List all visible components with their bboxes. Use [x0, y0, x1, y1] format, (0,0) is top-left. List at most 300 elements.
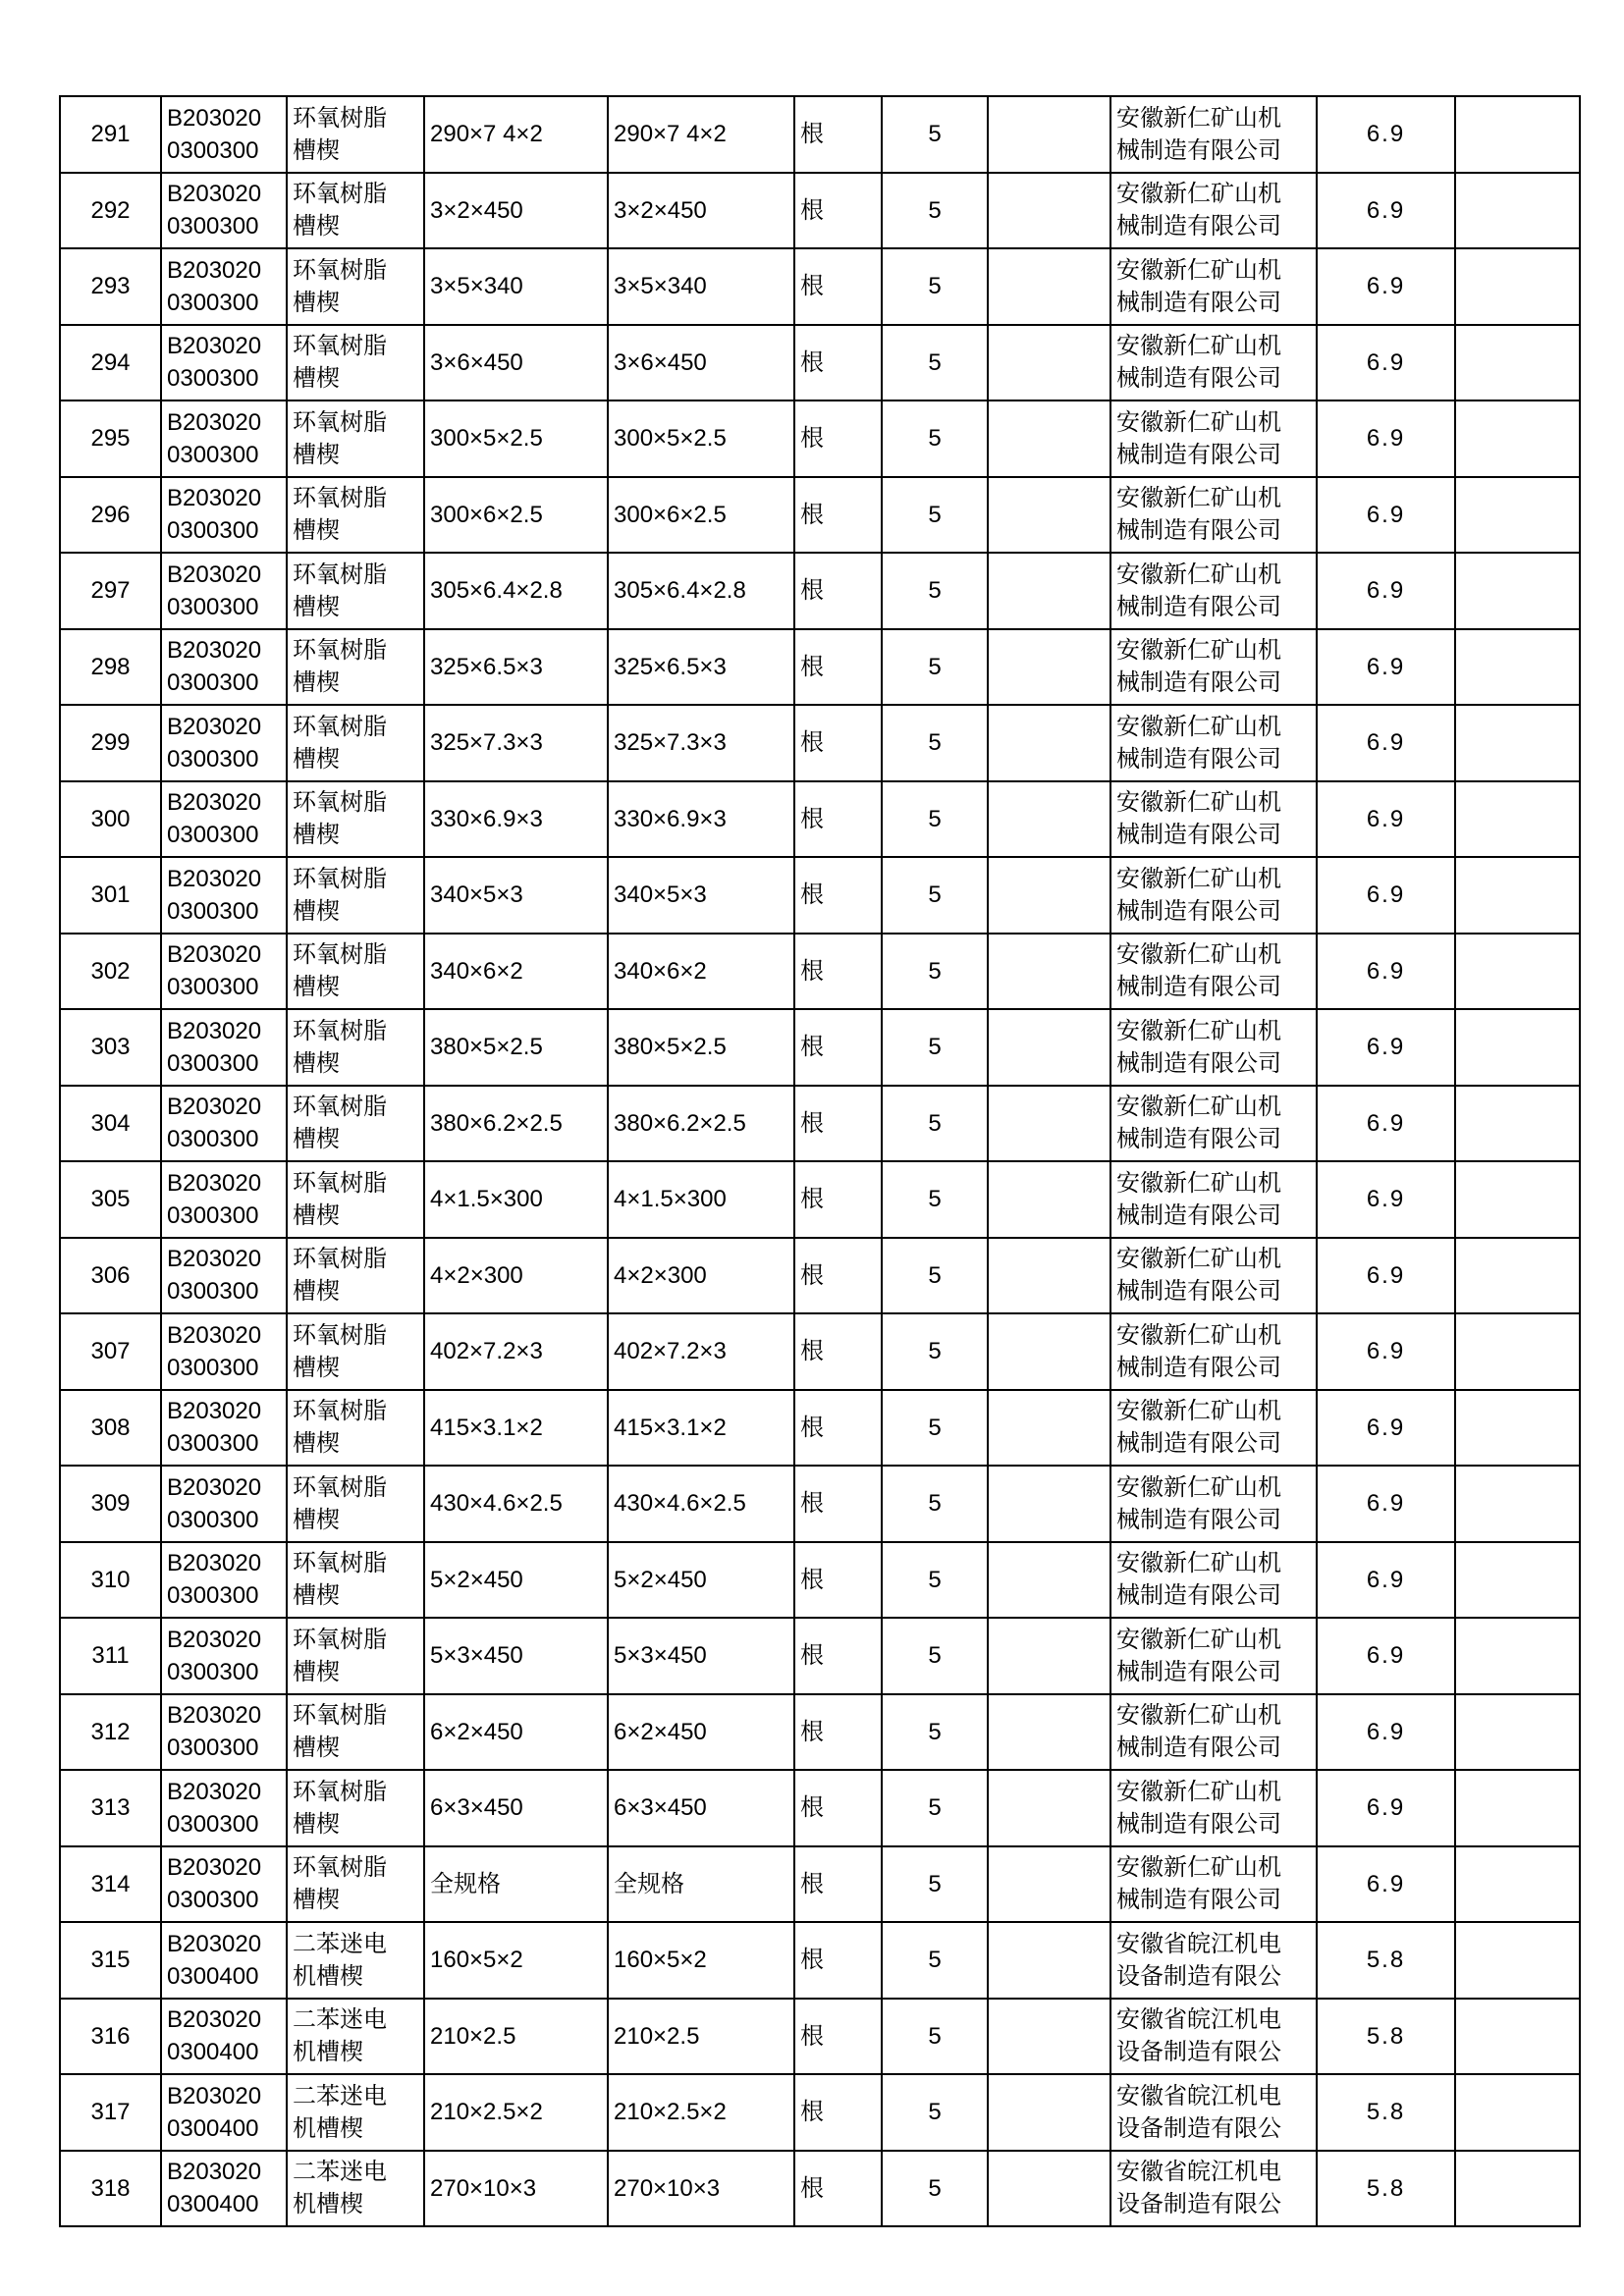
remark-cell [1455, 1086, 1580, 1162]
table-row [60, 1390, 1580, 1467]
quantity-cell: 5 [882, 1770, 988, 1846]
remark-cell [1455, 934, 1580, 1010]
remark-cell [1455, 1313, 1580, 1390]
empty-cell-cell [988, 1238, 1110, 1314]
quantity-cell: 5 [882, 1238, 988, 1314]
unit-cell: 根 [794, 2074, 882, 2151]
model-cell: 305×6.4×2.8 [608, 553, 794, 629]
specification-cell: 160×5×2 [424, 1922, 608, 1999]
price-list-table [59, 95, 1581, 2227]
empty-cell-cell [988, 173, 1110, 249]
remark-cell [1455, 248, 1580, 325]
model-cell: 全规格 [608, 1846, 794, 1923]
unit-price-cell: 6.9 [1317, 1238, 1455, 1314]
empty-cell-cell [988, 1542, 1110, 1619]
row-index-cell: 301 [60, 857, 161, 934]
supplier-name-cell: 安徽新仁矿山机 械制造有限公司 [1110, 1846, 1317, 1923]
model-cell: 160×5×2 [608, 1922, 794, 1999]
specification-cell: 6×2×450 [424, 1694, 608, 1771]
table-row [60, 705, 1580, 781]
specification-cell: 325×7.3×3 [424, 705, 608, 781]
supplier-name-cell: 安徽新仁矿山机 械制造有限公司 [1110, 1618, 1317, 1694]
remark-cell [1455, 781, 1580, 858]
material-code-cell: B203020 0300300 [161, 1086, 287, 1162]
empty-cell-cell [988, 857, 1110, 934]
material-name-cell: 二苯迷电 机槽楔 [287, 2074, 424, 2151]
row-index-cell: 297 [60, 553, 161, 629]
supplier-name-cell: 安徽省皖江机电 设备制造有限公 [1110, 2151, 1317, 2227]
quantity-cell: 5 [882, 2151, 988, 2227]
model-cell: 430×4.6×2.5 [608, 1466, 794, 1542]
material-name-cell: 环氧树脂 槽楔 [287, 1238, 424, 1314]
row-index-cell: 315 [60, 1922, 161, 1999]
supplier-name-cell: 安徽新仁矿山机 械制造有限公司 [1110, 248, 1317, 325]
quantity-cell: 5 [882, 325, 988, 401]
row-index-cell: 311 [60, 1618, 161, 1694]
supplier-name-cell: 安徽新仁矿山机 械制造有限公司 [1110, 477, 1317, 554]
supplier-name-cell: 安徽新仁矿山机 械制造有限公司 [1110, 553, 1317, 629]
specification-cell: 6×3×450 [424, 1770, 608, 1846]
row-index-cell: 295 [60, 400, 161, 477]
quantity-cell: 5 [882, 1466, 988, 1542]
table-row [60, 400, 1580, 477]
remark-cell [1455, 1009, 1580, 1086]
empty-cell-cell [988, 705, 1110, 781]
material-name-cell: 环氧树脂 槽楔 [287, 477, 424, 554]
empty-cell-cell [988, 1161, 1110, 1238]
remark-cell [1455, 2151, 1580, 2227]
supplier-name-cell: 安徽新仁矿山机 械制造有限公司 [1110, 781, 1317, 858]
remark-cell [1455, 477, 1580, 554]
empty-cell-cell [988, 629, 1110, 706]
specification-cell: 305×6.4×2.8 [424, 553, 608, 629]
table-row [60, 1466, 1580, 1542]
specification-cell: 4×1.5×300 [424, 1161, 608, 1238]
unit-price-cell: 6.9 [1317, 1618, 1455, 1694]
material-code-cell: B203020 0300300 [161, 1542, 287, 1619]
unit-price-cell: 6.9 [1317, 96, 1455, 173]
empty-cell-cell [988, 1313, 1110, 1390]
remark-cell [1455, 1238, 1580, 1314]
unit-price-cell: 6.9 [1317, 857, 1455, 934]
model-cell: 402×7.2×3 [608, 1313, 794, 1390]
unit-cell: 根 [794, 857, 882, 934]
material-name-cell: 环氧树脂 槽楔 [287, 325, 424, 401]
table-row [60, 1542, 1580, 1619]
model-cell: 340×5×3 [608, 857, 794, 934]
row-index-cell: 307 [60, 1313, 161, 1390]
unit-cell: 根 [794, 629, 882, 706]
specification-cell: 300×6×2.5 [424, 477, 608, 554]
material-code-cell: B203020 0300300 [161, 1694, 287, 1771]
remark-cell [1455, 857, 1580, 934]
unit-cell: 根 [794, 1238, 882, 1314]
empty-cell-cell [988, 1922, 1110, 1999]
supplier-name-cell: 安徽新仁矿山机 械制造有限公司 [1110, 96, 1317, 173]
unit-price-cell: 6.9 [1317, 1390, 1455, 1467]
material-code-cell: B203020 0300400 [161, 2151, 287, 2227]
quantity-cell: 5 [882, 857, 988, 934]
row-index-cell: 303 [60, 1009, 161, 1086]
table-row [60, 325, 1580, 401]
row-index-cell: 308 [60, 1390, 161, 1467]
quantity-cell: 5 [882, 1694, 988, 1771]
supplier-name-cell: 安徽新仁矿山机 械制造有限公司 [1110, 1238, 1317, 1314]
empty-cell-cell [988, 400, 1110, 477]
material-code-cell: B203020 0300300 [161, 1009, 287, 1086]
material-code-cell: B203020 0300400 [161, 1922, 287, 1999]
quantity-cell: 5 [882, 705, 988, 781]
unit-cell: 根 [794, 1390, 882, 1467]
quantity-cell: 5 [882, 1009, 988, 1086]
model-cell: 6×3×450 [608, 1770, 794, 1846]
quantity-cell: 5 [882, 1161, 988, 1238]
quantity-cell: 5 [882, 1390, 988, 1467]
unit-cell: 根 [794, 1542, 882, 1619]
material-name-cell: 环氧树脂 槽楔 [287, 1694, 424, 1771]
row-index-cell: 305 [60, 1161, 161, 1238]
remark-cell [1455, 1466, 1580, 1542]
row-index-cell: 294 [60, 325, 161, 401]
remark-cell [1455, 96, 1580, 173]
remark-cell [1455, 1694, 1580, 1771]
empty-cell-cell [988, 477, 1110, 554]
empty-cell-cell [988, 781, 1110, 858]
specification-cell: 5×3×450 [424, 1618, 608, 1694]
supplier-name-cell: 安徽新仁矿山机 械制造有限公司 [1110, 1161, 1317, 1238]
unit-cell: 根 [794, 553, 882, 629]
model-cell: 3×5×340 [608, 248, 794, 325]
model-cell: 380×6.2×2.5 [608, 1086, 794, 1162]
unit-price-cell: 5.8 [1317, 2074, 1455, 2151]
quantity-cell: 5 [882, 2074, 988, 2151]
empty-cell-cell [988, 1846, 1110, 1923]
unit-cell: 根 [794, 325, 882, 401]
unit-cell: 根 [794, 1086, 882, 1162]
specification-cell: 402×7.2×3 [424, 1313, 608, 1390]
remark-cell [1455, 553, 1580, 629]
supplier-name-cell: 安徽新仁矿山机 械制造有限公司 [1110, 1390, 1317, 1467]
material-code-cell: B203020 0300300 [161, 553, 287, 629]
supplier-name-cell: 安徽新仁矿山机 械制造有限公司 [1110, 705, 1317, 781]
specification-cell: 210×2.5 [424, 1999, 608, 2075]
quantity-cell: 5 [882, 1922, 988, 1999]
unit-price-cell: 6.9 [1317, 1694, 1455, 1771]
row-index-cell: 292 [60, 173, 161, 249]
material-name-cell: 环氧树脂 槽楔 [287, 857, 424, 934]
table-row [60, 1086, 1580, 1162]
quantity-cell: 5 [882, 934, 988, 1010]
row-index-cell: 300 [60, 781, 161, 858]
unit-cell: 根 [794, 934, 882, 1010]
model-cell: 5×2×450 [608, 1542, 794, 1619]
quantity-cell: 5 [882, 1086, 988, 1162]
specification-cell: 4×2×300 [424, 1238, 608, 1314]
material-name-cell: 环氧树脂 槽楔 [287, 96, 424, 173]
unit-cell: 根 [794, 781, 882, 858]
empty-cell-cell [988, 934, 1110, 1010]
model-cell: 300×5×2.5 [608, 400, 794, 477]
specification-cell: 3×6×450 [424, 325, 608, 401]
model-cell: 210×2.5 [608, 1999, 794, 2075]
quantity-cell: 5 [882, 1846, 988, 1923]
table-row [60, 629, 1580, 706]
material-code-cell: B203020 0300300 [161, 1390, 287, 1467]
specification-cell: 270×10×3 [424, 2151, 608, 2227]
material-name-cell: 环氧树脂 槽楔 [287, 1086, 424, 1162]
remark-cell [1455, 705, 1580, 781]
remark-cell [1455, 1542, 1580, 1619]
table-row [60, 781, 1580, 858]
remark-cell [1455, 1846, 1580, 1923]
row-index-cell: 314 [60, 1846, 161, 1923]
row-index-cell: 318 [60, 2151, 161, 2227]
material-code-cell: B203020 0300300 [161, 1466, 287, 1542]
material-name-cell: 环氧树脂 槽楔 [287, 934, 424, 1010]
quantity-cell: 5 [882, 553, 988, 629]
material-name-cell: 环氧树脂 槽楔 [287, 248, 424, 325]
table-row [60, 934, 1580, 1010]
unit-price-cell: 6.9 [1317, 629, 1455, 706]
material-name-cell: 环氧树脂 槽楔 [287, 1542, 424, 1619]
model-cell: 3×2×450 [608, 173, 794, 249]
row-index-cell: 296 [60, 477, 161, 554]
quantity-cell: 5 [882, 248, 988, 325]
material-code-cell: B203020 0300300 [161, 1161, 287, 1238]
remark-cell [1455, 1922, 1580, 1999]
unit-price-cell: 6.9 [1317, 1770, 1455, 1846]
material-code-cell: B203020 0300300 [161, 325, 287, 401]
unit-cell: 根 [794, 96, 882, 173]
material-name-cell: 环氧树脂 槽楔 [287, 1390, 424, 1467]
supplier-name-cell: 安徽新仁矿山机 械制造有限公司 [1110, 1086, 1317, 1162]
row-index-cell: 298 [60, 629, 161, 706]
specification-cell: 全规格 [424, 1846, 608, 1923]
material-name-cell: 环氧树脂 槽楔 [287, 1161, 424, 1238]
specification-cell: 325×6.5×3 [424, 629, 608, 706]
material-name-cell: 环氧树脂 槽楔 [287, 553, 424, 629]
table-row [60, 1999, 1580, 2075]
material-code-cell: B203020 0300300 [161, 248, 287, 325]
table-row [60, 1009, 1580, 1086]
unit-price-cell: 6.9 [1317, 705, 1455, 781]
material-name-cell: 环氧树脂 槽楔 [287, 1618, 424, 1694]
row-index-cell: 293 [60, 248, 161, 325]
specification-cell: 430×4.6×2.5 [424, 1466, 608, 1542]
material-name-cell: 环氧树脂 槽楔 [287, 1846, 424, 1923]
supplier-name-cell: 安徽新仁矿山机 械制造有限公司 [1110, 325, 1317, 401]
unit-cell: 根 [794, 248, 882, 325]
quantity-cell: 5 [882, 629, 988, 706]
specification-cell: 5×2×450 [424, 1542, 608, 1619]
unit-price-cell: 5.8 [1317, 1922, 1455, 1999]
supplier-name-cell: 安徽新仁矿山机 械制造有限公司 [1110, 1009, 1317, 1086]
empty-cell-cell [988, 2151, 1110, 2227]
table-row [60, 173, 1580, 249]
table-row [60, 1618, 1580, 1694]
model-cell: 3×6×450 [608, 325, 794, 401]
material-code-cell: B203020 0300300 [161, 1313, 287, 1390]
material-code-cell: B203020 0300300 [161, 400, 287, 477]
specification-cell: 3×5×340 [424, 248, 608, 325]
model-cell: 5×3×450 [608, 1618, 794, 1694]
empty-cell-cell [988, 553, 1110, 629]
supplier-name-cell: 安徽省皖江机电 设备制造有限公 [1110, 2074, 1317, 2151]
unit-price-cell: 6.9 [1317, 1466, 1455, 1542]
model-cell: 4×1.5×300 [608, 1161, 794, 1238]
empty-cell-cell [988, 1694, 1110, 1771]
row-index-cell: 313 [60, 1770, 161, 1846]
unit-price-cell: 6.9 [1317, 325, 1455, 401]
table-row [60, 477, 1580, 554]
unit-price-cell: 6.9 [1317, 248, 1455, 325]
unit-cell: 根 [794, 173, 882, 249]
material-name-cell: 环氧树脂 槽楔 [287, 1466, 424, 1542]
empty-cell-cell [988, 325, 1110, 401]
specification-cell: 340×5×3 [424, 857, 608, 934]
table-body [60, 96, 1580, 2226]
material-code-cell: B203020 0300300 [161, 1618, 287, 1694]
model-cell: 325×6.5×3 [608, 629, 794, 706]
unit-cell: 根 [794, 1770, 882, 1846]
table-row [60, 1770, 1580, 1846]
model-cell: 380×5×2.5 [608, 1009, 794, 1086]
supplier-name-cell: 安徽新仁矿山机 械制造有限公司 [1110, 400, 1317, 477]
unit-price-cell: 6.9 [1317, 400, 1455, 477]
unit-price-cell: 6.9 [1317, 1161, 1455, 1238]
supplier-name-cell: 安徽新仁矿山机 械制造有限公司 [1110, 1542, 1317, 1619]
unit-cell: 根 [794, 477, 882, 554]
remark-cell [1455, 400, 1580, 477]
model-cell: 330×6.9×3 [608, 781, 794, 858]
empty-cell-cell [988, 1086, 1110, 1162]
table-row [60, 1313, 1580, 1390]
model-cell: 290×7 4×2 [608, 96, 794, 173]
model-cell: 415×3.1×2 [608, 1390, 794, 1467]
unit-price-cell: 5.8 [1317, 1999, 1455, 2075]
specification-cell: 330×6.9×3 [424, 781, 608, 858]
unit-price-cell: 5.8 [1317, 2151, 1455, 2227]
empty-cell-cell [988, 2074, 1110, 2151]
row-index-cell: 299 [60, 705, 161, 781]
remark-cell [1455, 1390, 1580, 1467]
model-cell: 340×6×2 [608, 934, 794, 1010]
empty-cell-cell [988, 96, 1110, 173]
unit-price-cell: 6.9 [1317, 934, 1455, 1010]
specification-cell: 380×5×2.5 [424, 1009, 608, 1086]
material-name-cell: 环氧树脂 槽楔 [287, 629, 424, 706]
unit-price-cell: 6.9 [1317, 1086, 1455, 1162]
specification-cell: 380×6.2×2.5 [424, 1086, 608, 1162]
empty-cell-cell [988, 1390, 1110, 1467]
model-cell: 270×10×3 [608, 2151, 794, 2227]
row-index-cell: 317 [60, 2074, 161, 2151]
model-cell: 210×2.5×2 [608, 2074, 794, 2151]
remark-cell [1455, 1999, 1580, 2075]
quantity-cell: 5 [882, 1999, 988, 2075]
quantity-cell: 5 [882, 477, 988, 554]
specification-cell: 290×7 4×2 [424, 96, 608, 173]
material-code-cell: B203020 0300300 [161, 477, 287, 554]
table-row [60, 1161, 1580, 1238]
material-name-cell: 环氧树脂 槽楔 [287, 173, 424, 249]
material-name-cell: 环氧树脂 槽楔 [287, 1009, 424, 1086]
material-code-cell: B203020 0300300 [161, 96, 287, 173]
unit-cell: 根 [794, 400, 882, 477]
remark-cell [1455, 629, 1580, 706]
material-code-cell: B203020 0300400 [161, 1999, 287, 2075]
unit-cell: 根 [794, 705, 882, 781]
specification-cell: 340×6×2 [424, 934, 608, 1010]
material-name-cell: 二苯迷电 机槽楔 [287, 1922, 424, 1999]
unit-cell: 根 [794, 1999, 882, 2075]
supplier-name-cell: 安徽新仁矿山机 械制造有限公司 [1110, 1770, 1317, 1846]
unit-cell: 根 [794, 1313, 882, 1390]
unit-price-cell: 6.9 [1317, 1009, 1455, 1086]
empty-cell-cell [988, 1466, 1110, 1542]
quantity-cell: 5 [882, 400, 988, 477]
material-code-cell: B203020 0300300 [161, 934, 287, 1010]
unit-cell: 根 [794, 2151, 882, 2227]
unit-cell: 根 [794, 1009, 882, 1086]
material-code-cell: B203020 0300300 [161, 629, 287, 706]
table-row [60, 1694, 1580, 1771]
unit-price-cell: 6.9 [1317, 173, 1455, 249]
empty-cell-cell [988, 1999, 1110, 2075]
material-name-cell: 环氧树脂 槽楔 [287, 400, 424, 477]
table-row [60, 1922, 1580, 1999]
material-code-cell: B203020 0300400 [161, 2074, 287, 2151]
row-index-cell: 310 [60, 1542, 161, 1619]
remark-cell [1455, 1618, 1580, 1694]
remark-cell [1455, 173, 1580, 249]
supplier-name-cell: 安徽新仁矿山机 械制造有限公司 [1110, 1466, 1317, 1542]
material-code-cell: B203020 0300300 [161, 781, 287, 858]
model-cell: 300×6×2.5 [608, 477, 794, 554]
unit-cell: 根 [794, 1618, 882, 1694]
row-index-cell: 316 [60, 1999, 161, 2075]
material-code-cell: B203020 0300300 [161, 705, 287, 781]
model-cell: 325×7.3×3 [608, 705, 794, 781]
row-index-cell: 304 [60, 1086, 161, 1162]
unit-cell: 根 [794, 1922, 882, 1999]
row-index-cell: 312 [60, 1694, 161, 1771]
unit-price-cell: 6.9 [1317, 1542, 1455, 1619]
material-code-cell: B203020 0300300 [161, 173, 287, 249]
unit-price-cell: 6.9 [1317, 1313, 1455, 1390]
unit-price-cell: 6.9 [1317, 781, 1455, 858]
supplier-name-cell: 安徽新仁矿山机 械制造有限公司 [1110, 1313, 1317, 1390]
table-row [60, 553, 1580, 629]
unit-cell: 根 [794, 1466, 882, 1542]
table-row [60, 248, 1580, 325]
material-name-cell: 环氧树脂 槽楔 [287, 1770, 424, 1846]
material-name-cell: 环氧树脂 槽楔 [287, 1313, 424, 1390]
supplier-name-cell: 安徽省皖江机电 设备制造有限公 [1110, 1999, 1317, 2075]
quantity-cell: 5 [882, 173, 988, 249]
unit-cell: 根 [794, 1846, 882, 1923]
quantity-cell: 5 [882, 1313, 988, 1390]
empty-cell-cell [988, 1770, 1110, 1846]
remark-cell [1455, 325, 1580, 401]
empty-cell-cell [988, 1009, 1110, 1086]
table-row [60, 1238, 1580, 1314]
row-index-cell: 309 [60, 1466, 161, 1542]
material-code-cell: B203020 0300300 [161, 1770, 287, 1846]
quantity-cell: 5 [882, 781, 988, 858]
supplier-name-cell: 安徽新仁矿山机 械制造有限公司 [1110, 857, 1317, 934]
table-row [60, 1846, 1580, 1923]
